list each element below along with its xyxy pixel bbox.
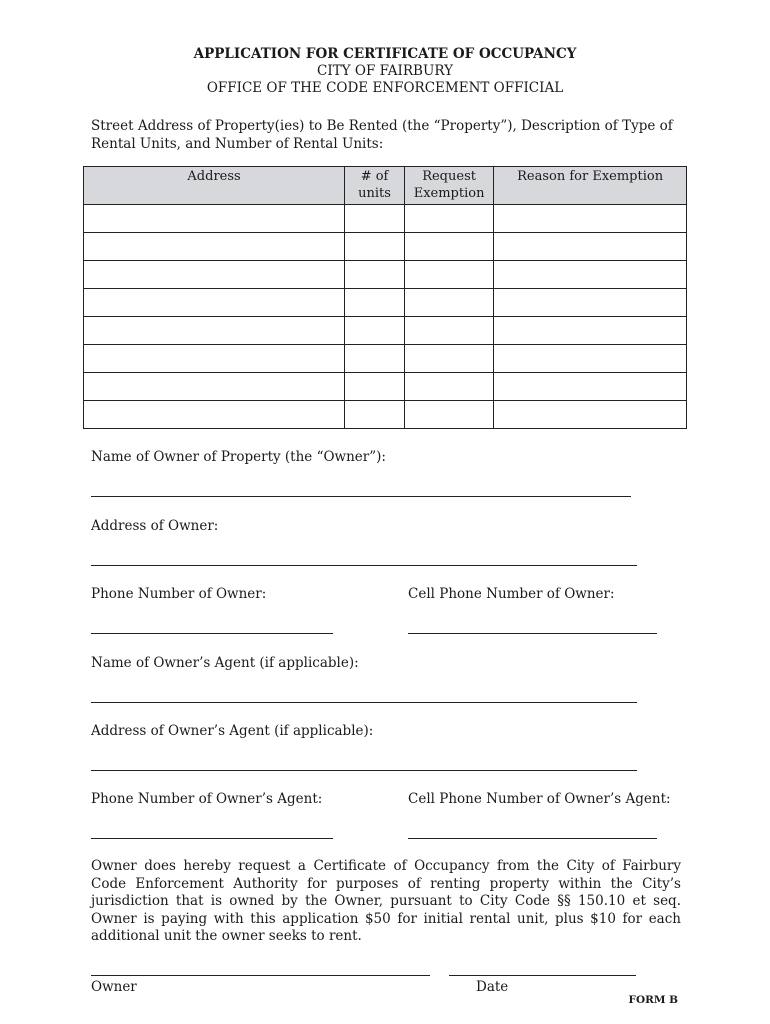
units-cell[interactable] [345, 205, 405, 233]
agent-address-label: Address of Owner’s Agent (if applicable): [91, 723, 374, 739]
units-cell[interactable] [345, 345, 405, 373]
table-row [84, 345, 687, 373]
form-id-label: FORM B [628, 994, 678, 1006]
header-request-exemption [404, 167, 493, 205]
agent-cell-field[interactable] [408, 838, 657, 839]
exemption-cell[interactable] [404, 373, 493, 401]
agent-phone-label: Phone Number of Owner’s Agent: [91, 791, 323, 807]
header-address [84, 167, 345, 205]
units-cell[interactable] [345, 317, 405, 345]
office-name: OFFICE OF THE CODE ENFORCEMENT OFFICIAL [206, 80, 564, 96]
table-row [84, 317, 687, 345]
table-row [84, 205, 687, 233]
reason-cell[interactable] [494, 289, 687, 317]
reason-cell[interactable] [494, 345, 687, 373]
reason-cell[interactable] [494, 233, 687, 261]
header-units-line2: units [358, 186, 391, 201]
form-header [0, 46, 770, 97]
address-cell[interactable] [84, 233, 345, 261]
owner-address-field[interactable] [91, 565, 637, 566]
owner-phone-label: Phone Number of Owner: [91, 586, 267, 602]
address-cell[interactable] [84, 317, 345, 345]
table-row [84, 261, 687, 289]
address-cell[interactable] [84, 289, 345, 317]
property-table-header-row [84, 167, 687, 205]
header-reason-label: Reason for Exemption [517, 169, 664, 184]
owner-signature-field[interactable] [91, 975, 430, 976]
exemption-cell[interactable] [404, 233, 493, 261]
agent-address-field[interactable] [91, 770, 637, 771]
request-paragraph: Owner does hereby request a Certificate of Occupancy from the City of Fairbury Code Enforcement Authority for purposes of renting property within the City’s jurisdiction that is owned by the Owner, pursuant to City Code §§ 150.10 et seq. Owner is paying with this application $50 for initial rental unit, plus $10 for each additional unit the owner seeks to rent. [91, 858, 681, 944]
date-label: Date [476, 979, 509, 995]
units-cell[interactable] [345, 373, 405, 401]
agent-name-label: Name of Owner’s Agent (if applicable): [91, 655, 359, 671]
owner-address-label: Address of Owner: [91, 518, 219, 534]
owner-signature-label: Owner [91, 979, 137, 995]
exemption-cell[interactable] [404, 205, 493, 233]
table-row [84, 289, 687, 317]
units-cell[interactable] [345, 401, 405, 429]
units-cell[interactable] [345, 233, 405, 261]
owner-cell-field[interactable] [408, 633, 657, 634]
header-address-label: Address [187, 169, 241, 184]
header-units [345, 167, 405, 205]
agent-cell-label: Cell Phone Number of Owner’s Agent: [408, 791, 671, 807]
property-table [83, 166, 687, 429]
exemption-cell[interactable] [404, 289, 493, 317]
header-exempt-line1: Request [422, 169, 476, 184]
header-reason [494, 167, 687, 205]
owner-phone-field[interactable] [91, 633, 333, 634]
reason-cell[interactable] [494, 401, 687, 429]
reason-cell[interactable] [494, 261, 687, 289]
owner-cell-label: Cell Phone Number of Owner: [408, 586, 615, 602]
units-cell[interactable] [345, 289, 405, 317]
reason-cell[interactable] [494, 373, 687, 401]
address-cell[interactable] [84, 373, 345, 401]
exemption-cell[interactable] [404, 261, 493, 289]
table-row [84, 401, 687, 429]
table-row [84, 233, 687, 261]
address-cell[interactable] [84, 345, 345, 373]
reason-cell[interactable] [494, 205, 687, 233]
city-name: CITY OF FAIRBURY [317, 63, 453, 79]
exemption-cell[interactable] [404, 401, 493, 429]
date-field[interactable] [449, 975, 636, 976]
address-cell[interactable] [84, 261, 345, 289]
units-cell[interactable] [345, 261, 405, 289]
owner-name-field[interactable] [91, 496, 631, 497]
form-title: APPLICATION FOR CERTIFICATE OF OCCUPANCY [193, 46, 577, 62]
header-exempt-line2: Exemption [413, 186, 485, 201]
agent-name-field[interactable] [91, 702, 637, 703]
table-row [84, 373, 687, 401]
owner-name-label: Name of Owner of Property (the “Owner”): [91, 449, 386, 465]
address-cell[interactable] [84, 401, 345, 429]
property-intro-text: Street Address of Property(ies) to Be Rented (the “Property”), Description of Type of Rental Units, and Number of Rental Units: [91, 118, 673, 152]
agent-phone-field[interactable] [91, 838, 333, 839]
header-units-line1: # of [360, 169, 389, 184]
address-cell[interactable] [84, 205, 345, 233]
reason-cell[interactable] [494, 317, 687, 345]
exemption-cell[interactable] [404, 345, 493, 373]
exemption-cell[interactable] [404, 317, 493, 345]
